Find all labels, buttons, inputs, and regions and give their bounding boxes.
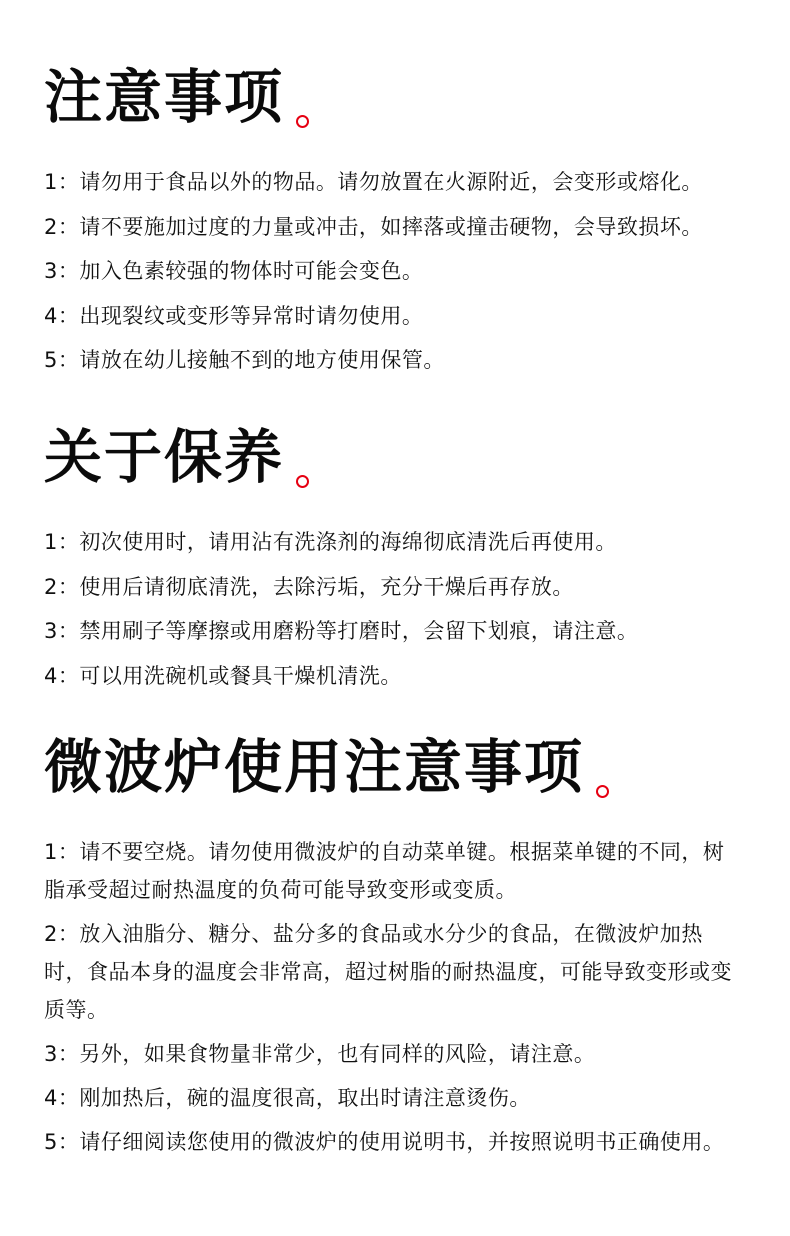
list-item: 3：禁用刷子等摩擦或用磨粉等打磨时，会留下划痕，请注意。 (44, 619, 639, 643)
list-item: 3：加入色素较强的物体时可能会变色。 (44, 259, 424, 283)
list-item: 2：使用后请彻底清洗，去除污垢，充分干燥后再存放。 (44, 574, 574, 599)
list-item: 4：刚加热后，碗的温度很高，取出时请注意烫伤。 (44, 1086, 531, 1110)
microwave-list (44, 830, 764, 1164)
section-precautions (44, 62, 764, 383)
red-circle-mark-icon (296, 115, 309, 128)
section-maintenance (44, 422, 764, 698)
red-circle-mark-icon (596, 785, 609, 798)
section-title (44, 732, 764, 802)
list-item: 5：请仔细阅读您使用的微波炉的使用说明书，并按照说明书正确使用。 (44, 1130, 725, 1154)
list-item: 2：放入油脂分、糖分、盐分多的食品或水分少的食品，在微波炉加热时，食品本身的温度会非常高，超过树脂的耐热温度，可能导致变形或变质等。 (44, 922, 732, 1022)
list-item: 4：可以用洗碗机或餐具干燥机清洗。 (44, 663, 402, 688)
section-title-text: 注意事项 (44, 63, 285, 131)
list-item: 5：请放在幼儿接触不到的地方使用保管。 (44, 348, 445, 372)
list-item: 3：另外，如果食物量非常少，也有同样的风险，请注意。 (44, 1042, 596, 1066)
section-title-text: 微波炉使用注意事项 (44, 733, 585, 801)
precautions-list (44, 160, 764, 383)
list-item: 1：初次使用时，请用沾有洗涤剂的海绵彻底清洗后再使用。 (44, 530, 617, 554)
list-item: 1：请勿用于食品以外的物品。请勿放置在火源附近，会变形或熔化。 (44, 170, 703, 194)
list-item: 1：请不要空烧。请勿使用微波炉的自动菜单键。根据菜单键的不同，树脂承受超过耐热温度的负荷可能导致变形或变质。 (44, 840, 725, 902)
section-title (44, 422, 764, 492)
list-item: 2：请不要施加过度的力量或冲击，如摔落或撞击硬物，会导致损坏。 (44, 214, 703, 239)
maintenance-list (44, 520, 764, 698)
section-microwave-precautions (44, 732, 764, 1164)
red-circle-mark-icon (296, 475, 309, 488)
list-item: 4：出现裂纹或变形等异常时请勿使用。 (44, 303, 424, 328)
section-title-text: 关于保养 (44, 423, 285, 491)
section-title (44, 62, 764, 132)
